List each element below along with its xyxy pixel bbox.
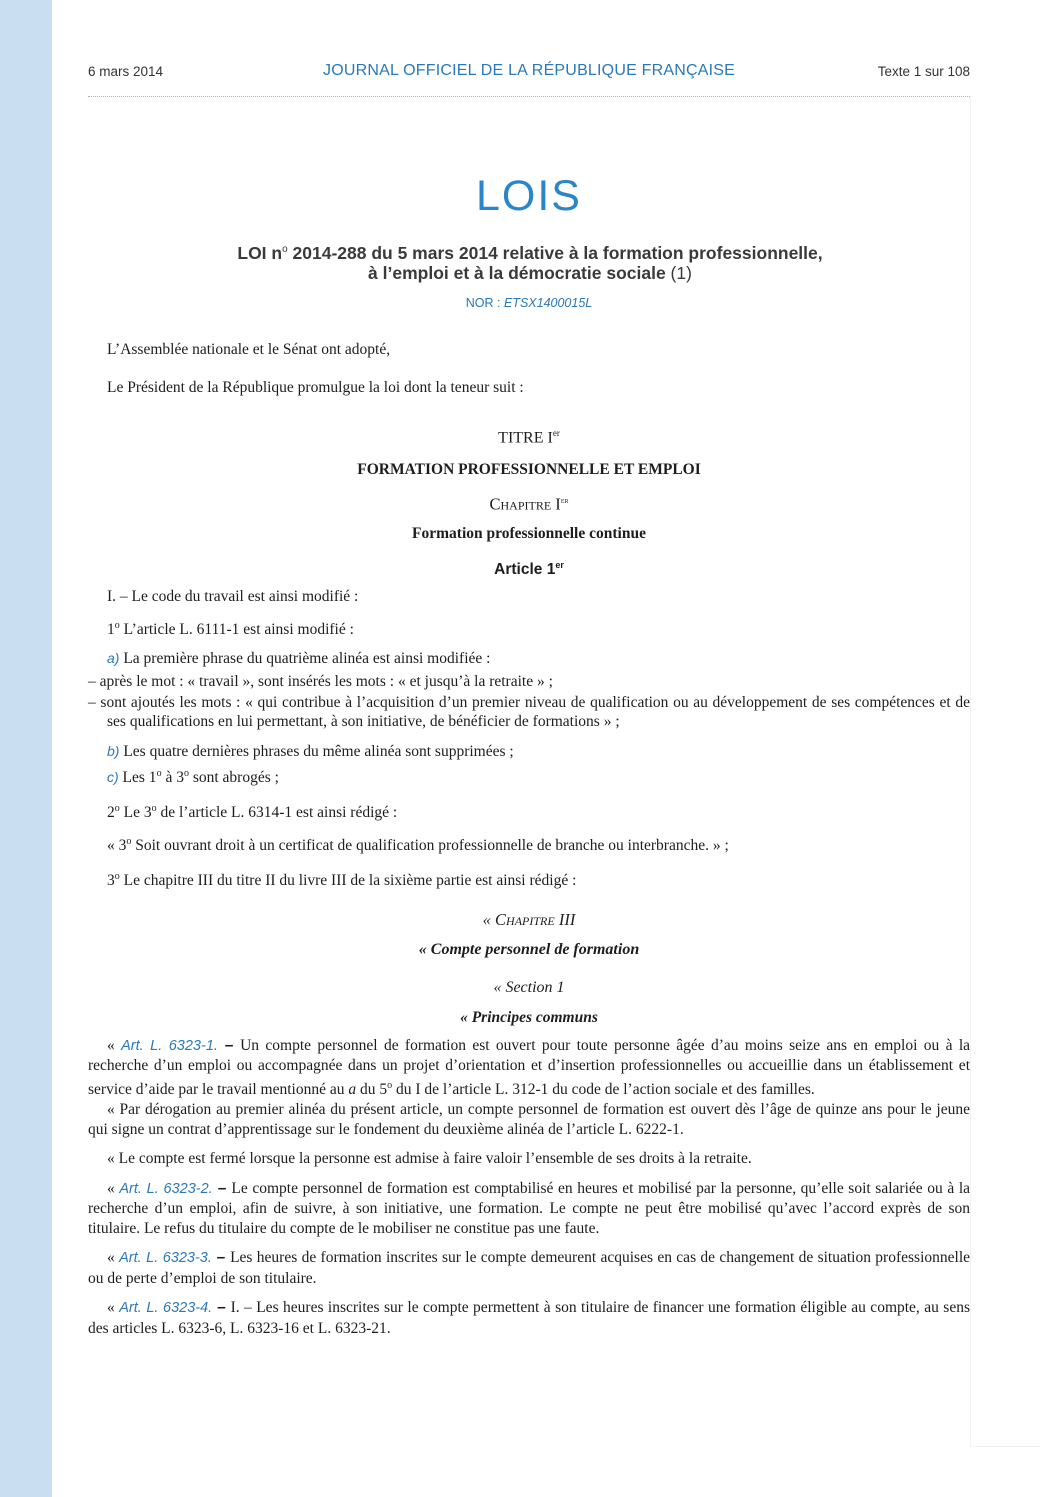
nor-value: ETSX1400015L bbox=[503, 296, 593, 310]
section-name: « Principes communs bbox=[460, 1009, 598, 1027]
quote-mark: « bbox=[107, 1179, 120, 1197]
degree-sign: o bbox=[114, 619, 120, 631]
article-paragraph bbox=[88, 1248, 970, 1288]
article-text: a bbox=[348, 1080, 357, 1098]
quote-mark: « bbox=[107, 1299, 120, 1317]
footnote-ref[interactable]: (1) bbox=[665, 262, 692, 283]
article-text: Un compte personnel de formation est ouvert pour toute personne âgée d’au moins seize ans en emploi ou à la recherche d’un emploi ou accompagnée dans un projet d’orientation et d’insertion professionnelles ou accueillie dans un établissement et service d’aide par le travail mentionné au bbox=[88, 1036, 971, 1098]
body-paragraph bbox=[88, 867, 970, 891]
degree-sign: o bbox=[114, 802, 120, 814]
chapter-label bbox=[88, 491, 970, 514]
header-divider bbox=[88, 96, 970, 97]
page-header bbox=[88, 62, 970, 84]
item-letter: c) bbox=[107, 769, 119, 786]
dash-item: – après le mot : « travail », sont insérés les mots : « et jusqu’à la retraite » ; bbox=[88, 673, 553, 691]
article-paragraph: « Par dérogation au premier alinéa du présent article, un compte personnel de formation est ouvert dès l’âge de quinze ans pour le jeune qui signe un contrat d’apprentissage sur le fondement du deuxième alinéa de l’article L. 6222-1. bbox=[88, 1101, 970, 1138]
publication-date: 6 mars 2014 bbox=[88, 64, 164, 79]
item-text: Soit ouvrant droit à un certificat de qualification professionnelle de branche ou interbranche. » ; bbox=[131, 837, 729, 855]
item-text: La première phrase du quatrième alinéa est ainsi modifiée : bbox=[119, 649, 491, 667]
item-text: à 3 bbox=[161, 769, 184, 787]
law-title-part: 2014-288 du 5 mars 2014 relative à la formation professionnelle, bbox=[287, 242, 823, 263]
item-text: Le chapitre III du titre II du livre III de la sixième partie est ainsi rédigé : bbox=[119, 872, 577, 890]
degree-sign: o bbox=[387, 1079, 393, 1091]
titre-name: FORMATION PROFESSIONNELLE ET EMPLOI bbox=[357, 460, 701, 478]
section-heading: LOIS bbox=[476, 172, 582, 220]
item-number: 3 bbox=[107, 872, 115, 890]
degree-sign: o bbox=[151, 802, 157, 814]
body-paragraph bbox=[88, 832, 970, 856]
degree-sign: o bbox=[114, 871, 120, 883]
article-paragraph bbox=[88, 1179, 970, 1239]
item-text: L’article L. 6111-1 est ainsi modifié : bbox=[119, 621, 354, 639]
nor-label: NOR : bbox=[465, 296, 504, 310]
article-dash: – bbox=[217, 1036, 241, 1054]
section-label: « Section 1 bbox=[493, 978, 565, 996]
article-heading bbox=[88, 556, 970, 580]
law-title-line2: à l’emploi et à la démocratie sociale bbox=[368, 262, 666, 283]
article-dash: – bbox=[211, 1249, 231, 1267]
chapter-label-text: Chapitre I bbox=[489, 494, 561, 514]
article-reference: Art. L. 6323-2. bbox=[119, 1180, 213, 1197]
dash-item: – sont ajoutés les mots : « qui contribue à l’acquisition d’un premier niveau de qualification ou au développement de ses compétences et de ses qualifications en lui permettant, à son initiative, de bénéficier de formations » ; bbox=[88, 693, 970, 731]
article-reference: Art. L. 6323-4. bbox=[119, 1300, 213, 1317]
chapter-sup: er bbox=[560, 495, 569, 506]
article-paragraph: « Le compte est fermé lorsque la personne est admise à faire valoir l’ensemble de ses droits à la retraite. bbox=[107, 1150, 752, 1168]
law-title-part: LOI n bbox=[237, 242, 283, 263]
item-text: Le 3 bbox=[119, 803, 152, 821]
titre-sup: er bbox=[552, 428, 560, 438]
item-number: 1 bbox=[107, 621, 115, 639]
body-paragraph bbox=[88, 764, 970, 788]
article-text: du 5 bbox=[356, 1080, 388, 1098]
item-text: Les 1 bbox=[118, 769, 157, 787]
body-paragraph bbox=[88, 742, 970, 762]
article-dash: – bbox=[212, 1179, 232, 1197]
quote-mark: « bbox=[107, 1036, 122, 1054]
article-text: Le compte personnel de formation est comptabilisé en heures et mobilisé par la personne, qu’elle soit salariée ou à la recherche d’un emploi, afin de suivre, à son initiative, une formation. Le compte ne peut être mobilisé qu’avec l’accord exprès de son titulaire. Le refus du titulaire du compte de le mobiliser ne constitue pas une faute. bbox=[88, 1179, 971, 1237]
body-paragraph: I. – Le code du travail est ainsi modifié : bbox=[107, 588, 359, 606]
page-margin-band bbox=[0, 0, 52, 1497]
article-sup: er bbox=[555, 559, 564, 570]
article-text: du I de l’article L. 312-1 du code de l’action sociale et des familles. bbox=[392, 1080, 815, 1098]
article-label: Article 1 bbox=[494, 560, 556, 578]
body-paragraph bbox=[88, 799, 970, 823]
degree-sign: o bbox=[126, 836, 132, 848]
degree-sign: o bbox=[183, 768, 189, 780]
law-title-sup: o bbox=[282, 244, 288, 255]
article-text: Les heures de formation inscrites sur le compte demeurent acquises en cas de changement de situation professionnelle ou de perte d’emploi de son titulaire. bbox=[88, 1249, 971, 1287]
nor-reference bbox=[0, 296, 1058, 310]
item-text: Les quatre dernières phrases du même alinéa sont supprimées ; bbox=[119, 742, 514, 760]
item-text: de l’article L. 6314-1 est ainsi rédigé : bbox=[156, 803, 398, 821]
article-reference: Art. L. 6323-1. bbox=[121, 1037, 218, 1054]
article-paragraph bbox=[88, 1036, 970, 1100]
article-reference: Art. L. 6323-3. bbox=[119, 1250, 212, 1267]
article-paragraph bbox=[88, 1298, 970, 1338]
intro-paragraph: Le Président de la République promulgue la loi dont la teneur suit : bbox=[107, 378, 524, 396]
journal-name: JOURNAL OFFICIEL DE LA RÉPUBLIQUE FRANÇAISE bbox=[323, 62, 735, 79]
item-letter: b) bbox=[107, 742, 120, 759]
quote-mark: « bbox=[107, 1249, 120, 1267]
article-dash: – bbox=[212, 1299, 231, 1317]
new-chapter-name: « Compte personnel de formation bbox=[418, 941, 640, 959]
chapter-name: Formation professionnelle continue bbox=[412, 525, 646, 543]
item-letter: a) bbox=[107, 649, 120, 666]
article-text: I. – Les heures inscrites sur le compte permettent à son titulaire de financer une formation éligible au compte, au sens des articles L. 6323-6, L. 6323-16 et L. 6323-21. bbox=[88, 1299, 971, 1337]
body-paragraph bbox=[88, 616, 970, 640]
item-text: sont abrogés ; bbox=[188, 769, 279, 787]
item-text: « 3 bbox=[107, 837, 127, 855]
body-paragraph bbox=[88, 649, 970, 669]
item-number: 2 bbox=[107, 803, 115, 821]
intro-paragraph: L’Assemblée nationale et le Sénat ont adopté, bbox=[107, 341, 391, 358]
titre-label bbox=[88, 424, 970, 448]
law-title bbox=[100, 240, 960, 283]
titre-label-text: TITRE I bbox=[498, 429, 553, 447]
text-count: Texte 1 sur 108 bbox=[877, 64, 970, 79]
document-body bbox=[88, 340, 970, 1338]
new-chapter-label: « Chapitre III bbox=[482, 909, 576, 929]
degree-sign: o bbox=[156, 768, 162, 780]
